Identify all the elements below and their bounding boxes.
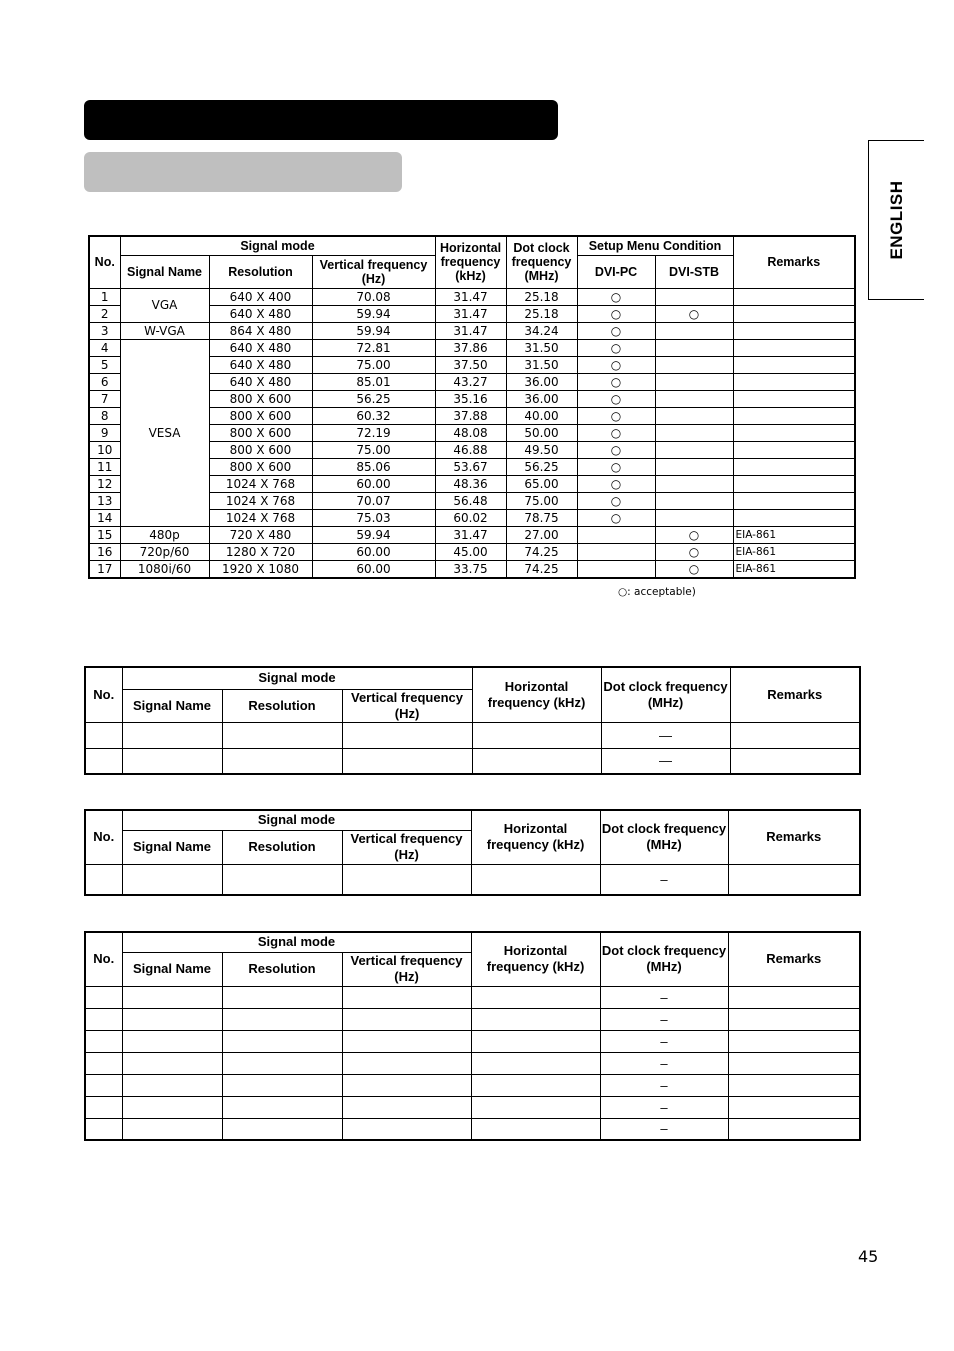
cell-remarks: [733, 475, 855, 492]
header-dvi-pc: DVI-PC: [577, 255, 655, 288]
cell-vertical: 60.00: [312, 543, 435, 560]
cell-dot-clock: 75.00: [506, 492, 577, 509]
cell-vertical: 60.00: [312, 560, 435, 578]
cell-horizontal: 48.36: [435, 475, 506, 492]
table-row: [85, 1118, 860, 1140]
cell-vertical: 75.00: [312, 356, 435, 373]
cell-empty: [222, 864, 342, 895]
header-vertical: Vertical frequency (Hz): [342, 689, 472, 722]
cell-remarks: EIA-861: [733, 526, 855, 543]
cell-dot-clock: 27.00: [506, 526, 577, 543]
cell-resolution: 1024 X 768: [209, 492, 312, 509]
cell-vertical: 85.06: [312, 458, 435, 475]
cell-dvi-stb: [655, 424, 733, 441]
cell-vertical: 75.03: [312, 509, 435, 526]
cell-empty: [342, 986, 471, 1008]
cell-empty: [85, 1118, 122, 1140]
cell-signal-name: 720p/60: [120, 543, 209, 560]
header-vertical: Vertical frequency (Hz): [342, 952, 471, 986]
cell-dot-clock: 74.25: [506, 543, 577, 560]
cell-resolution: 1280 X 720: [209, 543, 312, 560]
cell-vertical: 72.19: [312, 424, 435, 441]
cell-dvi-stb: ○: [655, 560, 733, 578]
header-no: No.: [85, 810, 122, 864]
cell-remarks: [733, 322, 855, 339]
cell-resolution: 640 X 480: [209, 356, 312, 373]
cell-vertical: 59.94: [312, 526, 435, 543]
cell-resolution: 1920 X 1080: [209, 560, 312, 578]
cell-remarks: [733, 407, 855, 424]
table-row: [89, 560, 855, 578]
cell-empty: [222, 1074, 342, 1096]
signal-table-3: [84, 809, 861, 896]
cell-dot-clock: –: [600, 1008, 728, 1030]
cell-dvi-pc: ○: [577, 509, 655, 526]
signal-table-2: [84, 666, 861, 775]
cell-dvi-stb: [655, 339, 733, 356]
cell-remarks: [733, 424, 855, 441]
cell-no: 17: [89, 560, 120, 578]
header-signal-mode: Signal mode: [122, 667, 472, 689]
cell-resolution: 640 X 480: [209, 339, 312, 356]
cell-dot-clock: 50.00: [506, 424, 577, 441]
cell-signal-name: 480p: [120, 526, 209, 543]
header-signal-name: Signal Name: [120, 255, 209, 288]
cell-horizontal: 31.47: [435, 305, 506, 322]
cell-dvi-pc: ○: [577, 322, 655, 339]
cell-empty: [85, 748, 122, 774]
cell-vertical: 70.08: [312, 288, 435, 305]
cell-empty: [122, 1118, 222, 1140]
cell-vertical: 60.32: [312, 407, 435, 424]
cell-empty: [85, 864, 122, 895]
table-row: [85, 1008, 860, 1030]
cell-vertical: 70.07: [312, 492, 435, 509]
cell-dvi-stb: [655, 390, 733, 407]
cell-empty: [85, 1030, 122, 1052]
section-title-bar: [84, 100, 558, 140]
cell-dot-clock: 74.25: [506, 560, 577, 578]
table-row: [85, 1096, 860, 1118]
cell-horizontal: 37.86: [435, 339, 506, 356]
header-signal-name: Signal Name: [122, 689, 222, 722]
cell-horizontal: 35.16: [435, 390, 506, 407]
cell-empty: [222, 1052, 342, 1074]
header-setup-menu: Setup Menu Condition: [577, 236, 733, 255]
cell-empty: [222, 1030, 342, 1052]
header-horizontal: Horizontal frequency (kHz): [435, 236, 506, 288]
cell-empty: [85, 722, 122, 748]
cell-resolution: 800 X 600: [209, 407, 312, 424]
cell-remarks: [733, 339, 855, 356]
cell-no: 12: [89, 475, 120, 492]
cell-dot-clock: 49.50: [506, 441, 577, 458]
subsection-title-bar: [84, 152, 402, 192]
table-row: [85, 1052, 860, 1074]
header-dvi-stb: DVI-STB: [655, 255, 733, 288]
cell-dvi-stb: ○: [655, 526, 733, 543]
cell-dvi-pc: [577, 543, 655, 560]
cell-empty: [728, 1118, 860, 1140]
page-number: 45: [858, 1247, 879, 1266]
cell-empty: [728, 1008, 860, 1030]
cell-resolution: 640 X 400: [209, 288, 312, 305]
header-signal-mode: Signal mode: [122, 932, 471, 952]
cell-resolution: 640 X 480: [209, 373, 312, 390]
cell-no: 4: [89, 339, 120, 356]
cell-signal-name: W-VGA: [120, 322, 209, 339]
cell-vertical: 72.81: [312, 339, 435, 356]
cell-no: 1: [89, 288, 120, 305]
cell-dot-clock: 31.50: [506, 356, 577, 373]
cell-dvi-stb: [655, 373, 733, 390]
cell-no: 7: [89, 390, 120, 407]
cell-resolution: 864 X 480: [209, 322, 312, 339]
cell-empty: [730, 748, 860, 774]
header-resolution: Resolution: [222, 689, 342, 722]
table-row: [89, 339, 855, 356]
cell-resolution: 640 X 480: [209, 305, 312, 322]
header-signal-name: Signal Name: [122, 952, 222, 986]
cell-empty: [342, 864, 471, 895]
table-row: [89, 322, 855, 339]
cell-dot-clock: 36.00: [506, 373, 577, 390]
cell-horizontal: 53.67: [435, 458, 506, 475]
cell-empty: [122, 722, 222, 748]
cell-empty: [471, 1052, 600, 1074]
cell-dot-clock: —: [601, 722, 730, 748]
cell-dot-clock: 65.00: [506, 475, 577, 492]
cell-dot-clock: 25.18: [506, 288, 577, 305]
cell-empty: [222, 1008, 342, 1030]
cell-empty: [472, 722, 601, 748]
cell-empty: [471, 1074, 600, 1096]
cell-empty: [85, 1052, 122, 1074]
cell-dvi-stb: ○: [655, 305, 733, 322]
cell-empty: [85, 1008, 122, 1030]
cell-no: 9: [89, 424, 120, 441]
cell-dvi-pc: ○: [577, 373, 655, 390]
cell-empty: [122, 1096, 222, 1118]
cell-dot-clock: –: [600, 1030, 728, 1052]
cell-empty: [85, 1096, 122, 1118]
header-dot-clock: Dot clock frequency (MHz): [600, 810, 728, 864]
cell-empty: [728, 864, 860, 895]
cell-dot-clock: –: [600, 1096, 728, 1118]
header-no: No.: [89, 236, 120, 288]
cell-dvi-pc: ○: [577, 339, 655, 356]
cell-empty: [728, 986, 860, 1008]
cell-resolution: 1024 X 768: [209, 509, 312, 526]
table-row: [85, 1030, 860, 1052]
cell-dvi-stb: [655, 322, 733, 339]
cell-horizontal: 31.47: [435, 526, 506, 543]
cell-remarks: [733, 509, 855, 526]
cell-remarks: [733, 288, 855, 305]
cell-dvi-stb: [655, 492, 733, 509]
header-no: No.: [85, 667, 122, 722]
cell-dvi-pc: [577, 560, 655, 578]
cell-dvi-stb: [655, 407, 733, 424]
cell-empty: [730, 722, 860, 748]
cell-empty: [471, 1096, 600, 1118]
cell-dot-clock: 34.24: [506, 322, 577, 339]
cell-dvi-stb: [655, 475, 733, 492]
cell-remarks: [733, 458, 855, 475]
cell-empty: [122, 864, 222, 895]
header-vertical: Vertical frequency (Hz): [342, 830, 471, 864]
cell-empty: [85, 1074, 122, 1096]
cell-dot-clock: –: [600, 1074, 728, 1096]
cell-dvi-pc: ○: [577, 288, 655, 305]
table-row: [89, 288, 855, 305]
cell-empty: [342, 722, 472, 748]
cell-dot-clock: 40.00: [506, 407, 577, 424]
table-row: [85, 1074, 860, 1096]
cell-empty: [471, 986, 600, 1008]
header-resolution: Resolution: [222, 830, 342, 864]
cell-horizontal: 60.02: [435, 509, 506, 526]
cell-no: 15: [89, 526, 120, 543]
cell-dot-clock: 31.50: [506, 339, 577, 356]
cell-empty: [122, 1074, 222, 1096]
cell-dot-clock: 25.18: [506, 305, 577, 322]
cell-dvi-stb: [655, 458, 733, 475]
cell-dot-clock: –: [600, 1052, 728, 1074]
cell-horizontal: 56.48: [435, 492, 506, 509]
cell-horizontal: 31.47: [435, 288, 506, 305]
cell-dot-clock: –: [600, 864, 728, 895]
header-resolution: Resolution: [222, 952, 342, 986]
cell-no: 14: [89, 509, 120, 526]
cell-dvi-stb: [655, 288, 733, 305]
cell-no: 11: [89, 458, 120, 475]
cell-no: 10: [89, 441, 120, 458]
cell-empty: [472, 748, 601, 774]
cell-empty: [222, 1096, 342, 1118]
cell-horizontal: 43.27: [435, 373, 506, 390]
cell-no: 3: [89, 322, 120, 339]
cell-empty: [122, 1008, 222, 1030]
cell-no: 6: [89, 373, 120, 390]
cell-horizontal: 31.47: [435, 322, 506, 339]
language-tab: [868, 140, 924, 300]
cell-resolution: 800 X 600: [209, 424, 312, 441]
cell-empty: [471, 864, 600, 895]
cell-dvi-pc: ○: [577, 475, 655, 492]
cell-horizontal: 37.88: [435, 407, 506, 424]
table-row: [85, 748, 860, 774]
cell-empty: [728, 1074, 860, 1096]
cell-remarks: [733, 441, 855, 458]
cell-empty: [471, 1008, 600, 1030]
cell-dot-clock: –: [600, 986, 728, 1008]
cell-horizontal: 45.00: [435, 543, 506, 560]
cell-horizontal: 48.08: [435, 424, 506, 441]
cell-dot-clock: 56.25: [506, 458, 577, 475]
cell-horizontal: 37.50: [435, 356, 506, 373]
table-row: [85, 722, 860, 748]
cell-empty: [222, 748, 342, 774]
cell-empty: [122, 1030, 222, 1052]
cell-empty: [728, 1096, 860, 1118]
cell-empty: [222, 986, 342, 1008]
header-dot-clock: Dot clock frequency (MHz): [600, 932, 728, 986]
cell-signal-name: 1080i/60: [120, 560, 209, 578]
acceptable-note: ○: acceptable): [618, 586, 696, 598]
cell-dvi-pc: ○: [577, 492, 655, 509]
header-remarks: Remarks: [730, 667, 860, 722]
header-horizontal: Horizontal frequency (kHz): [471, 932, 600, 986]
cell-remarks: EIA-861: [733, 560, 855, 578]
cell-remarks: [733, 390, 855, 407]
cell-no: 13: [89, 492, 120, 509]
cell-resolution: 800 X 600: [209, 458, 312, 475]
header-remarks: Remarks: [733, 236, 855, 288]
cell-signal-name: VESA: [120, 339, 209, 526]
cell-empty: [342, 1096, 471, 1118]
cell-resolution: 720 X 480: [209, 526, 312, 543]
cell-dvi-stb: ○: [655, 543, 733, 560]
cell-empty: [222, 722, 342, 748]
cell-remarks: [733, 305, 855, 322]
cell-dvi-pc: ○: [577, 390, 655, 407]
cell-vertical: 59.94: [312, 322, 435, 339]
cell-vertical: 85.01: [312, 373, 435, 390]
cell-dvi-pc: [577, 526, 655, 543]
cell-resolution: 800 X 600: [209, 441, 312, 458]
cell-remarks: [733, 373, 855, 390]
header-signal-name: Signal Name: [122, 830, 222, 864]
cell-vertical: 60.00: [312, 475, 435, 492]
cell-dvi-pc: ○: [577, 441, 655, 458]
cell-empty: [471, 1118, 600, 1140]
cell-dvi-pc: ○: [577, 424, 655, 441]
cell-empty: [342, 1052, 471, 1074]
cell-remarks: EIA-861: [733, 543, 855, 560]
language-label: ENGLISH: [886, 180, 906, 260]
cell-remarks: [733, 356, 855, 373]
header-horizontal: Horizontal frequency (kHz): [472, 667, 601, 722]
cell-dot-clock: 78.75: [506, 509, 577, 526]
cell-empty: [222, 1118, 342, 1140]
cell-empty: [728, 1030, 860, 1052]
header-no: No.: [85, 932, 122, 986]
cell-remarks: [733, 492, 855, 509]
header-resolution: Resolution: [209, 255, 312, 288]
cell-no: 8: [89, 407, 120, 424]
cell-dvi-pc: ○: [577, 458, 655, 475]
cell-signal-name: VGA: [120, 288, 209, 322]
table-row: [85, 864, 860, 895]
table-row: [89, 526, 855, 543]
signal-table-4: [84, 931, 861, 1141]
cell-no: 16: [89, 543, 120, 560]
cell-dot-clock: –: [600, 1118, 728, 1140]
cell-horizontal: 33.75: [435, 560, 506, 578]
cell-empty: [122, 986, 222, 1008]
cell-empty: [122, 1052, 222, 1074]
header-remarks: Remarks: [728, 810, 860, 864]
cell-empty: [342, 1008, 471, 1030]
cell-empty: [728, 1052, 860, 1074]
cell-empty: [342, 1030, 471, 1052]
cell-dot-clock: 36.00: [506, 390, 577, 407]
cell-empty: [471, 1030, 600, 1052]
cell-vertical: 75.00: [312, 441, 435, 458]
cell-dvi-pc: ○: [577, 305, 655, 322]
cell-dvi-pc: ○: [577, 407, 655, 424]
table-row: [85, 986, 860, 1008]
cell-empty: [342, 748, 472, 774]
table-row: [89, 543, 855, 560]
cell-resolution: 1024 X 768: [209, 475, 312, 492]
cell-resolution: 800 X 600: [209, 390, 312, 407]
cell-dvi-stb: [655, 509, 733, 526]
cell-empty: [85, 986, 122, 1008]
cell-dot-clock: —: [601, 748, 730, 774]
cell-vertical: 56.25: [312, 390, 435, 407]
header-signal-mode: Signal mode: [120, 236, 435, 255]
cell-dvi-stb: [655, 356, 733, 373]
header-signal-mode: Signal mode: [122, 810, 471, 830]
header-dot-clock: Dot clock frequency (MHz): [506, 236, 577, 288]
header-horizontal: Horizontal frequency (kHz): [471, 810, 600, 864]
cell-empty: [342, 1118, 471, 1140]
header-remarks: Remarks: [728, 932, 860, 986]
cell-vertical: 59.94: [312, 305, 435, 322]
cell-no: 2: [89, 305, 120, 322]
header-vertical: Vertical frequency (Hz): [312, 255, 435, 288]
cell-empty: [122, 748, 222, 774]
signal-mode-table: [88, 235, 856, 579]
cell-no: 5: [89, 356, 120, 373]
header-dot-clock: Dot clock frequency (MHz): [601, 667, 730, 722]
cell-horizontal: 46.88: [435, 441, 506, 458]
cell-empty: [342, 1074, 471, 1096]
cell-dvi-stb: [655, 441, 733, 458]
cell-dvi-pc: ○: [577, 356, 655, 373]
